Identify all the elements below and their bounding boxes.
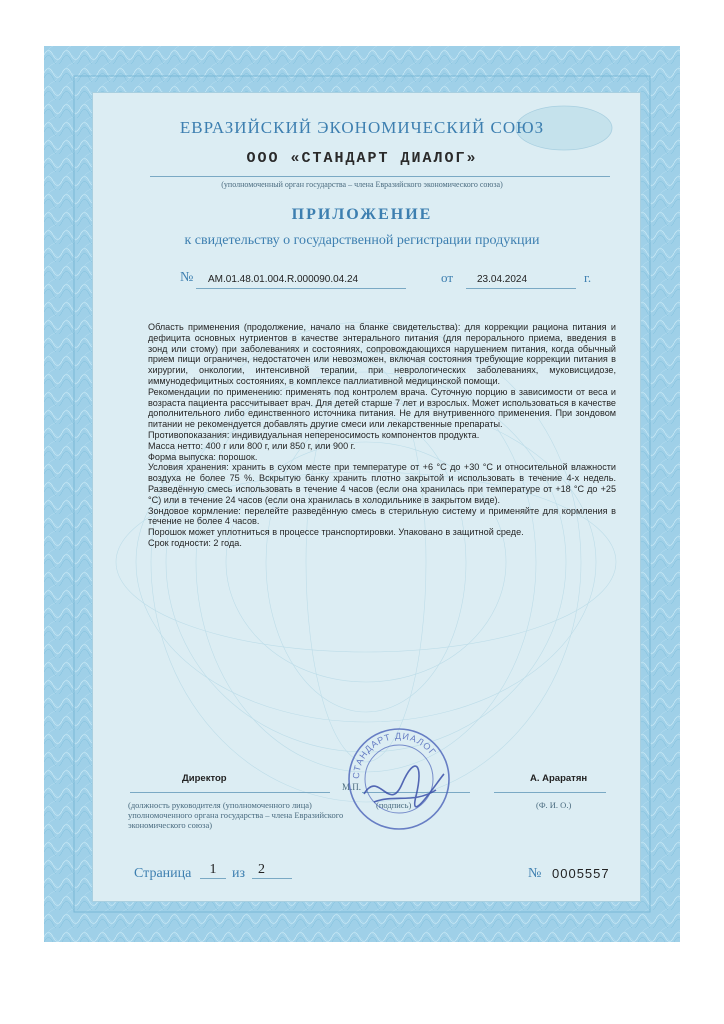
document-subheading: к свидетельству о государственной регистрации продукции [184,233,540,248]
paragraph-recommendations: Рекомендации по применению: применять под контролем врача. Суточную порцию в зависимости от веса и возраста пациента рассчитывает врач. Для детей старше 7 лет и взрослых. Может использоваться в качестве дополнительного либо единственного источника питания. Не для внутривенного применения. При зондовом питании не рекомендуется добавлять другие смеси или лекарственные препараты. [148,386,616,430]
svg-text:СТАНДАРТ ДИАЛОГ [351,731,438,779]
authorized-body-caption: (уполномоченный орган государства – члена Евразийского экономического союза) [221,180,503,189]
year-suffix: г. [584,270,592,285]
page-number: 1 [200,862,226,879]
name-underline [494,792,606,793]
of-label: из [232,866,246,881]
paragraph-scope: Область применения (продолжение, начало на бланке свидетельства): для коррекции рациона питания и дефицита основных нутриентов в качестве энтерального питания (для перорального приема, введения в зонд или стому) при заболеваниях и состояниях, сопровождающихся нарушением питания, когда обычный прием пищи ограничен, недостаточен или невозможен, включая состояния требующие коррекции питания в хирургии, онкологии, интенсивной терапии, при неврологических заболеваниях, муковисцидозе, иммунодефицитных состояниях, в комплексе паллиативной медицинской помощи. [148,322,616,386]
paragraph-shelf-life: Срок годности: 2 года. [148,537,242,548]
from-label: от [441,270,454,285]
stamp-text: СТАНДАРТ ДИАЛОГ [350,730,439,780]
stamp-place-label: М.П. [342,782,362,792]
union-title: ЕВРАЗИЙСКИЙ ЭКОНОМИЧЕСКИЙ СОЮЗ [179,118,545,137]
paragraph-form: Форма выпуска: порошок. [148,451,258,462]
serial-number-sign: № [528,866,542,881]
signatory-name: А. Араратян [530,773,588,784]
date-underline [466,288,576,289]
paragraph-storage: Условия хранения: хранить в сухом месте при температуре от +6 °С до +30 °С и относительной влажности воздуха не более 75 %. Вскрытую банку хранить плотно закрытой и использовать в течение 4-х недель. Разведённую смесь использовать в течение 4 часов (если она хранилась при температуре от +18 °С до +25 °С) или в течение 24 часов (если она хранилась в холодильнике в закрытом виде). [148,462,616,505]
signature-caption: (подпись) [376,800,412,810]
paragraph-contraindications: Противопоказания: индивидуальная непереносимость компонентов продукта. [148,429,480,440]
serial-number: 0005557 [552,866,610,881]
appendix-body [148,322,616,549]
number-underline [196,288,406,289]
company-stamp [344,724,454,834]
registration-date: 23.04.2024 [477,274,528,285]
paragraph-net-weight: Масса нетто: 400 г или 800 г, или 850 г, или 900 г. [148,440,356,451]
position-caption: (должность руководителя (уполномоченного лица) уполномоченного органа государства – члена Евразийского экономического союза) [128,800,344,830]
number-sign: № [180,270,194,285]
page-label: Страница [134,866,192,881]
registration-number: AM.01.48.01.004.R.000090.04.24 [208,274,359,285]
position-underline [130,792,330,793]
director-position: Директор [182,773,227,784]
paragraph-tube-feeding: Зондовое кормление: перелейте разведённую смесь в стерильную систему и применяйте для кормления в течение не более 4 часов. [148,505,616,527]
document-heading: ПРИЛОЖЕНИЕ [291,206,433,223]
header-divider [150,176,610,177]
name-caption: (Ф. И. О.) [536,800,572,810]
page-total: 2 [252,862,292,879]
paragraph-packaging: Порошок может уплотниться в процессе транспортировки. Упаковано в защитной среде. [148,527,524,538]
company-name: ООО «СТАНДАРТ ДИАЛОГ» [246,150,478,167]
